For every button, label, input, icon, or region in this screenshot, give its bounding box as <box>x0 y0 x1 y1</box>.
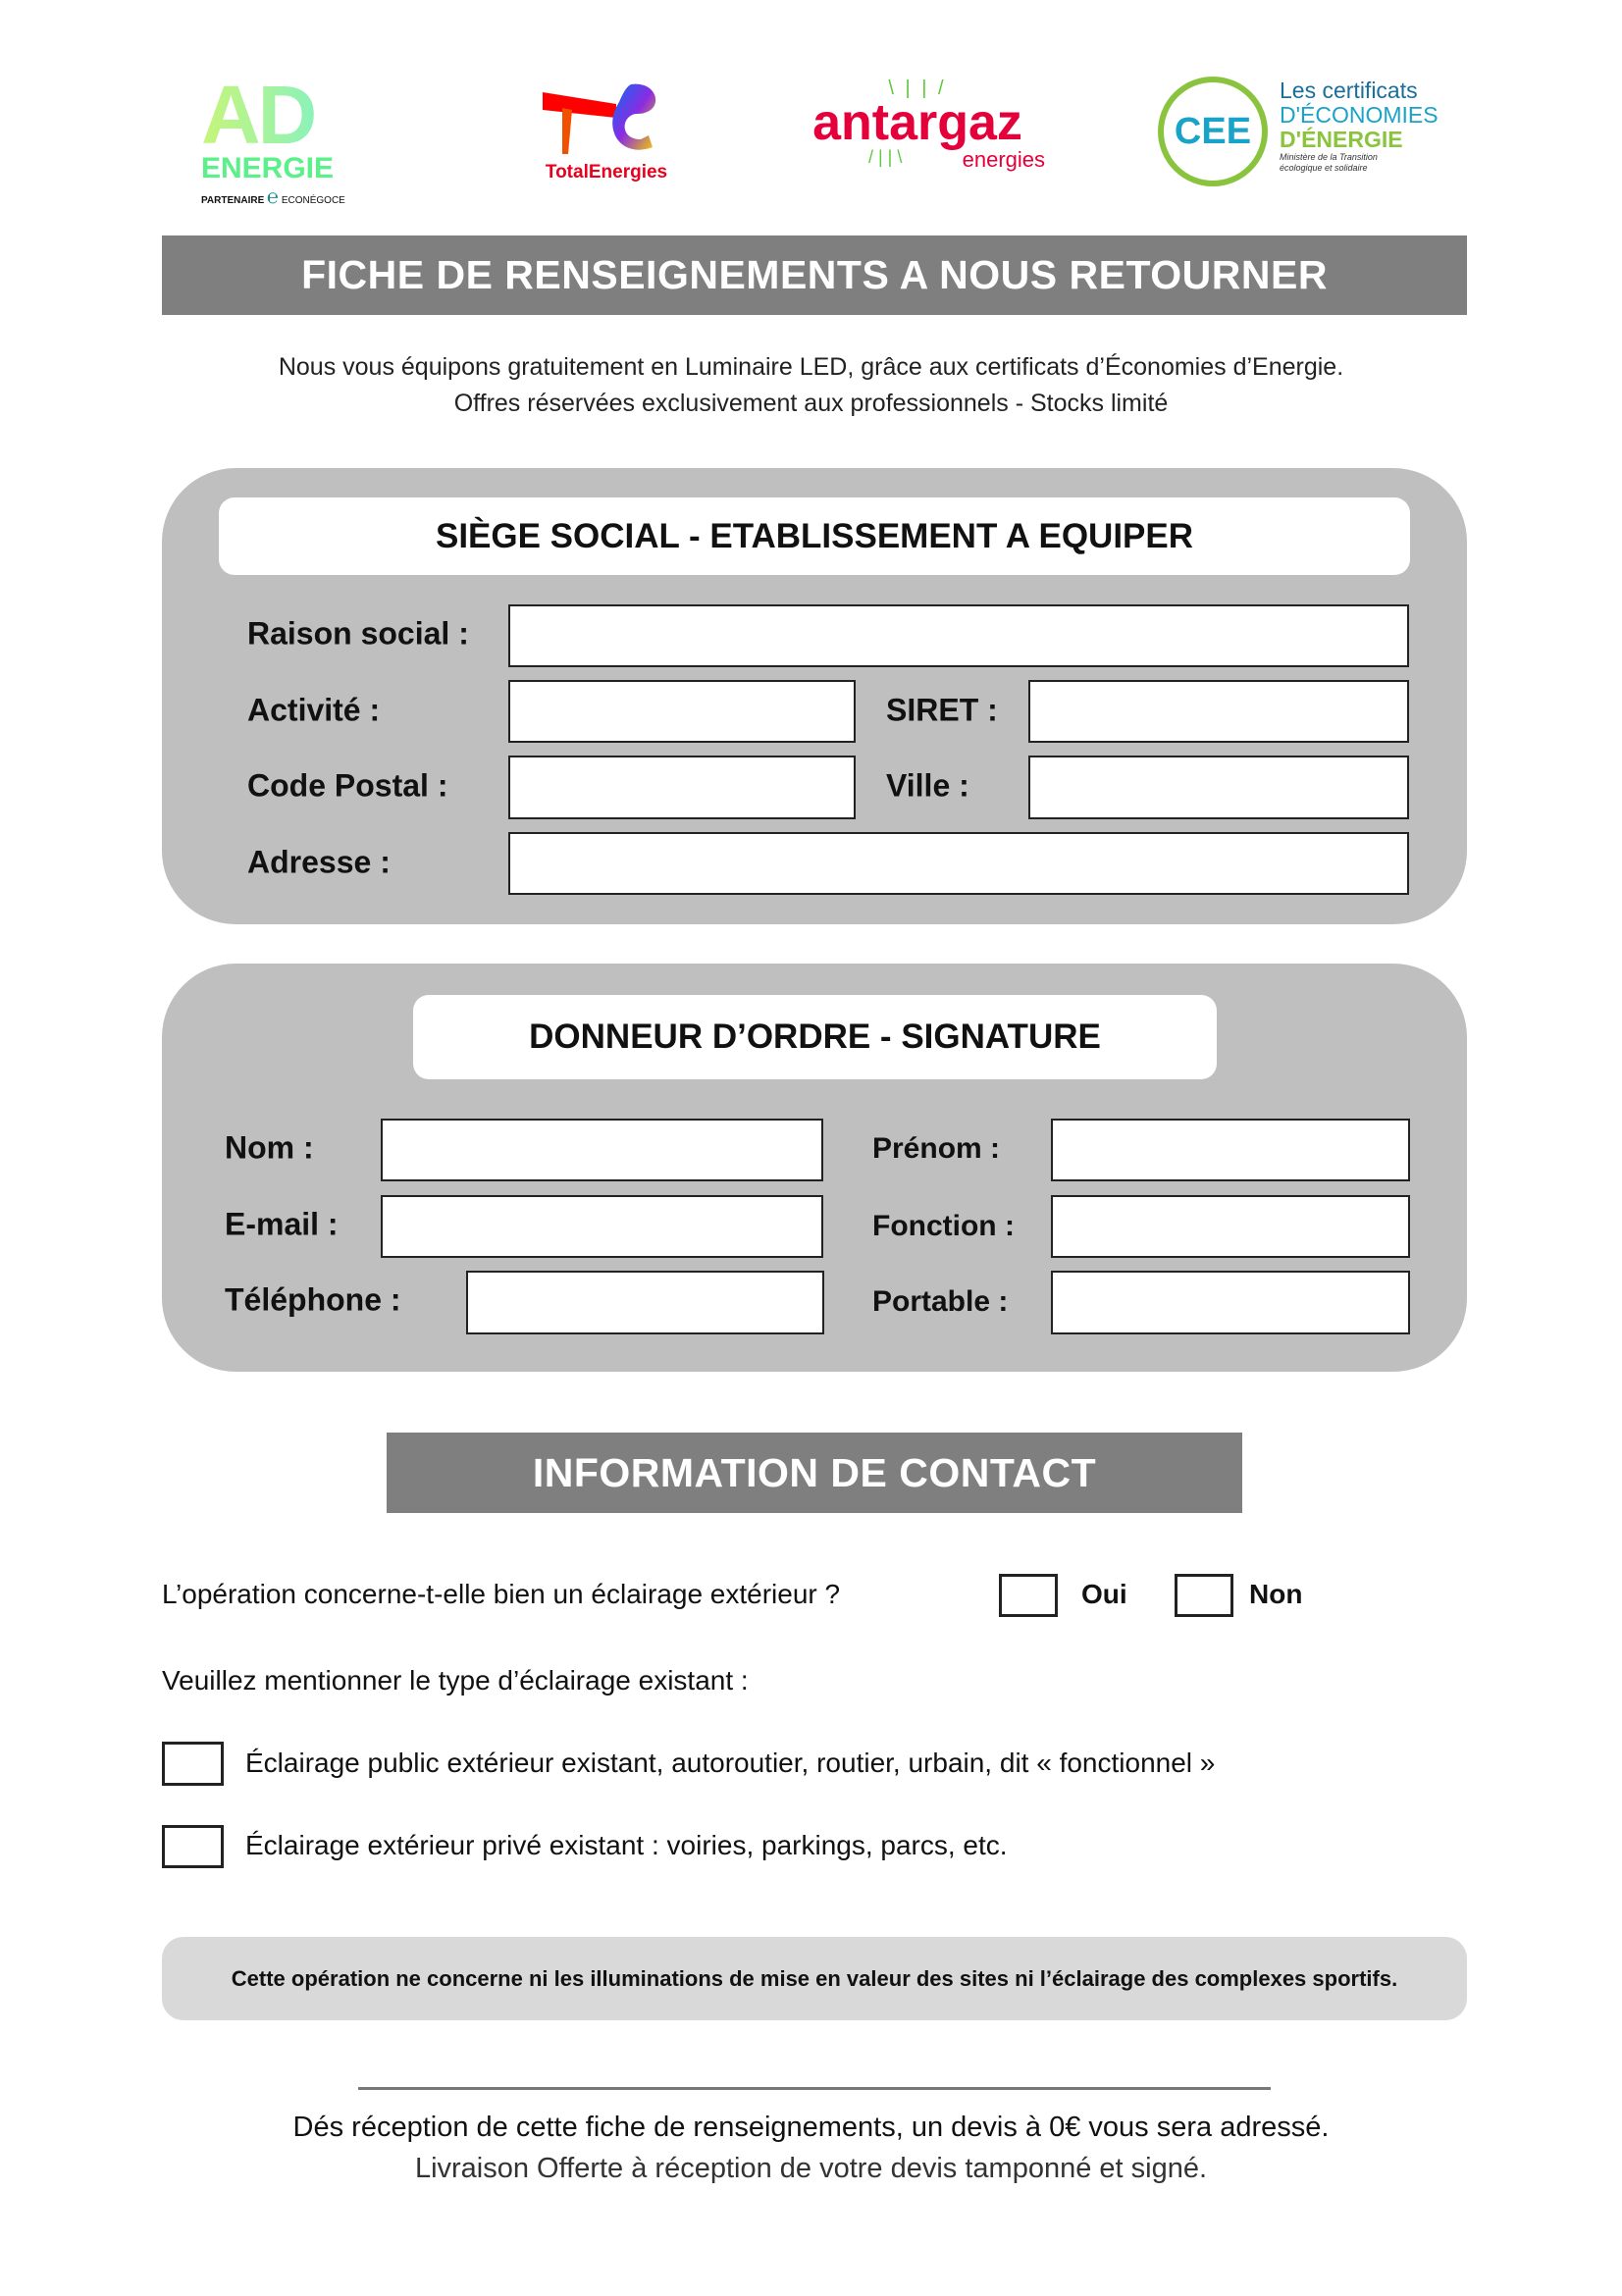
cee-logo <box>1158 77 1439 192</box>
prenom-label: Prénom : <box>872 1132 1001 1165</box>
non-label: Non <box>1249 1579 1303 1609</box>
raison-input[interactable] <box>508 604 1409 667</box>
divider <box>358 2087 1271 2090</box>
footer-line-2: Livraison Offerte à réception de votre devis tamponné et signé. <box>414 2153 1208 2184</box>
totalenergies-logo <box>528 80 685 188</box>
logo-text: antargaz <box>812 94 1022 151</box>
type-prompt: Veuillez mentionner le type d’éclairage existant : <box>162 1665 749 1696</box>
adresse-input[interactable] <box>508 832 1409 895</box>
fonction-input[interactable] <box>1051 1195 1410 1258</box>
contact-title: INFORMATION DE CONTACT <box>532 1449 1097 1495</box>
telephone-label: Téléphone : <box>225 1281 401 1318</box>
oui-checkbox[interactable] <box>999 1574 1058 1617</box>
logo-text: TotalEnergies <box>545 162 668 183</box>
nom-label: Nom : <box>225 1129 314 1166</box>
section-title: DONNEUR D’ORDRE - SIGNATURE <box>529 1018 1101 1056</box>
portable-label: Portable : <box>872 1285 1009 1318</box>
exterior-question: L’opération concerne-t-elle bien un éclairage extérieur ? <box>162 1579 841 1609</box>
option2-label: Éclairage extérieur privé existant : voiries, parkings, parcs, etc. <box>245 1830 1008 1860</box>
code-postal-input[interactable] <box>508 756 856 819</box>
donneur-title <box>413 995 1217 1079</box>
antargaz-logo: \ | | / antargaz / | | \ energies <box>790 78 1045 186</box>
activite-label: Activité : <box>247 692 381 728</box>
ville-label: Ville : <box>886 767 969 804</box>
logo-text: D'ÉCONOMIES <box>1280 102 1439 128</box>
logo-text: ENERGIE <box>201 152 335 184</box>
page-title: FICHE DE RENSEIGNEMENTS A NOUS RETOURNER <box>301 252 1328 297</box>
logo-text: energies <box>962 147 1045 172</box>
activite-input[interactable] <box>508 680 856 743</box>
logo-text: AD <box>201 77 397 153</box>
logo-text: D'ÉNERGIE <box>1280 127 1403 152</box>
footer-line-1: Dés réception de cette fiche de renseignements, un devis à 0€ vous sera adressé. <box>292 2112 1330 2143</box>
note-box <box>162 1937 1467 2020</box>
cee-badge: CEE <box>1158 77 1268 186</box>
email-label: E-mail : <box>225 1206 339 1242</box>
prenom-input[interactable] <box>1051 1119 1410 1181</box>
siret-input[interactable] <box>1028 680 1409 743</box>
logo-text: Ministère de la Transition écologique et solidaire <box>1280 152 1378 173</box>
intro-line-1: Nous vous équipons gratuitement en Luminaire LED, grâce aux certificats d’Économies d’Energie. <box>278 353 1344 381</box>
portable-input[interactable] <box>1051 1271 1410 1334</box>
contact-title-bar <box>387 1433 1242 1513</box>
fonction-label: Fonction : <box>872 1210 1015 1242</box>
option2-checkbox[interactable] <box>162 1825 224 1868</box>
logo-text: Les certificats <box>1280 78 1418 103</box>
siret-label: SIRET : <box>886 692 998 728</box>
telephone-input[interactable] <box>466 1271 824 1334</box>
logo-text: ECONÉGOCE <box>281 195 345 206</box>
nom-input[interactable] <box>381 1119 823 1181</box>
ad-energie-logo: AD ENERGIE PARTENAIRE ℮ ECONÉGOCE <box>201 77 397 204</box>
oui-label: Oui <box>1081 1579 1127 1609</box>
code-postal-label: Code Postal : <box>247 767 448 804</box>
email-input[interactable] <box>381 1195 823 1258</box>
non-checkbox[interactable] <box>1175 1574 1233 1617</box>
section-title: SIÈGE SOCIAL - ETABLISSEMENT A EQUIPER <box>435 516 1194 555</box>
logo-text: PARTENAIRE <box>201 195 265 206</box>
ville-input[interactable] <box>1028 756 1409 819</box>
totalenergies-icon <box>533 80 680 157</box>
intro-line-2: Offres réservées exclusivement aux professionnels - Stocks limité <box>453 390 1169 417</box>
note-text: Cette opération ne concerne ni les illuminations de mise en valeur des sites ni l’éclairage des complexes sportifs. <box>231 1965 1398 1991</box>
option1-label: Éclairage public extérieur existant, autoroutier, routier, urbain, dit « fonctionnel » <box>245 1748 1216 1778</box>
adresse-label: Adresse : <box>247 844 391 880</box>
raison-label: Raison social : <box>247 615 469 652</box>
page-title-bar <box>162 235 1467 315</box>
siege-title <box>219 497 1410 575</box>
option1-checkbox[interactable] <box>162 1742 224 1786</box>
